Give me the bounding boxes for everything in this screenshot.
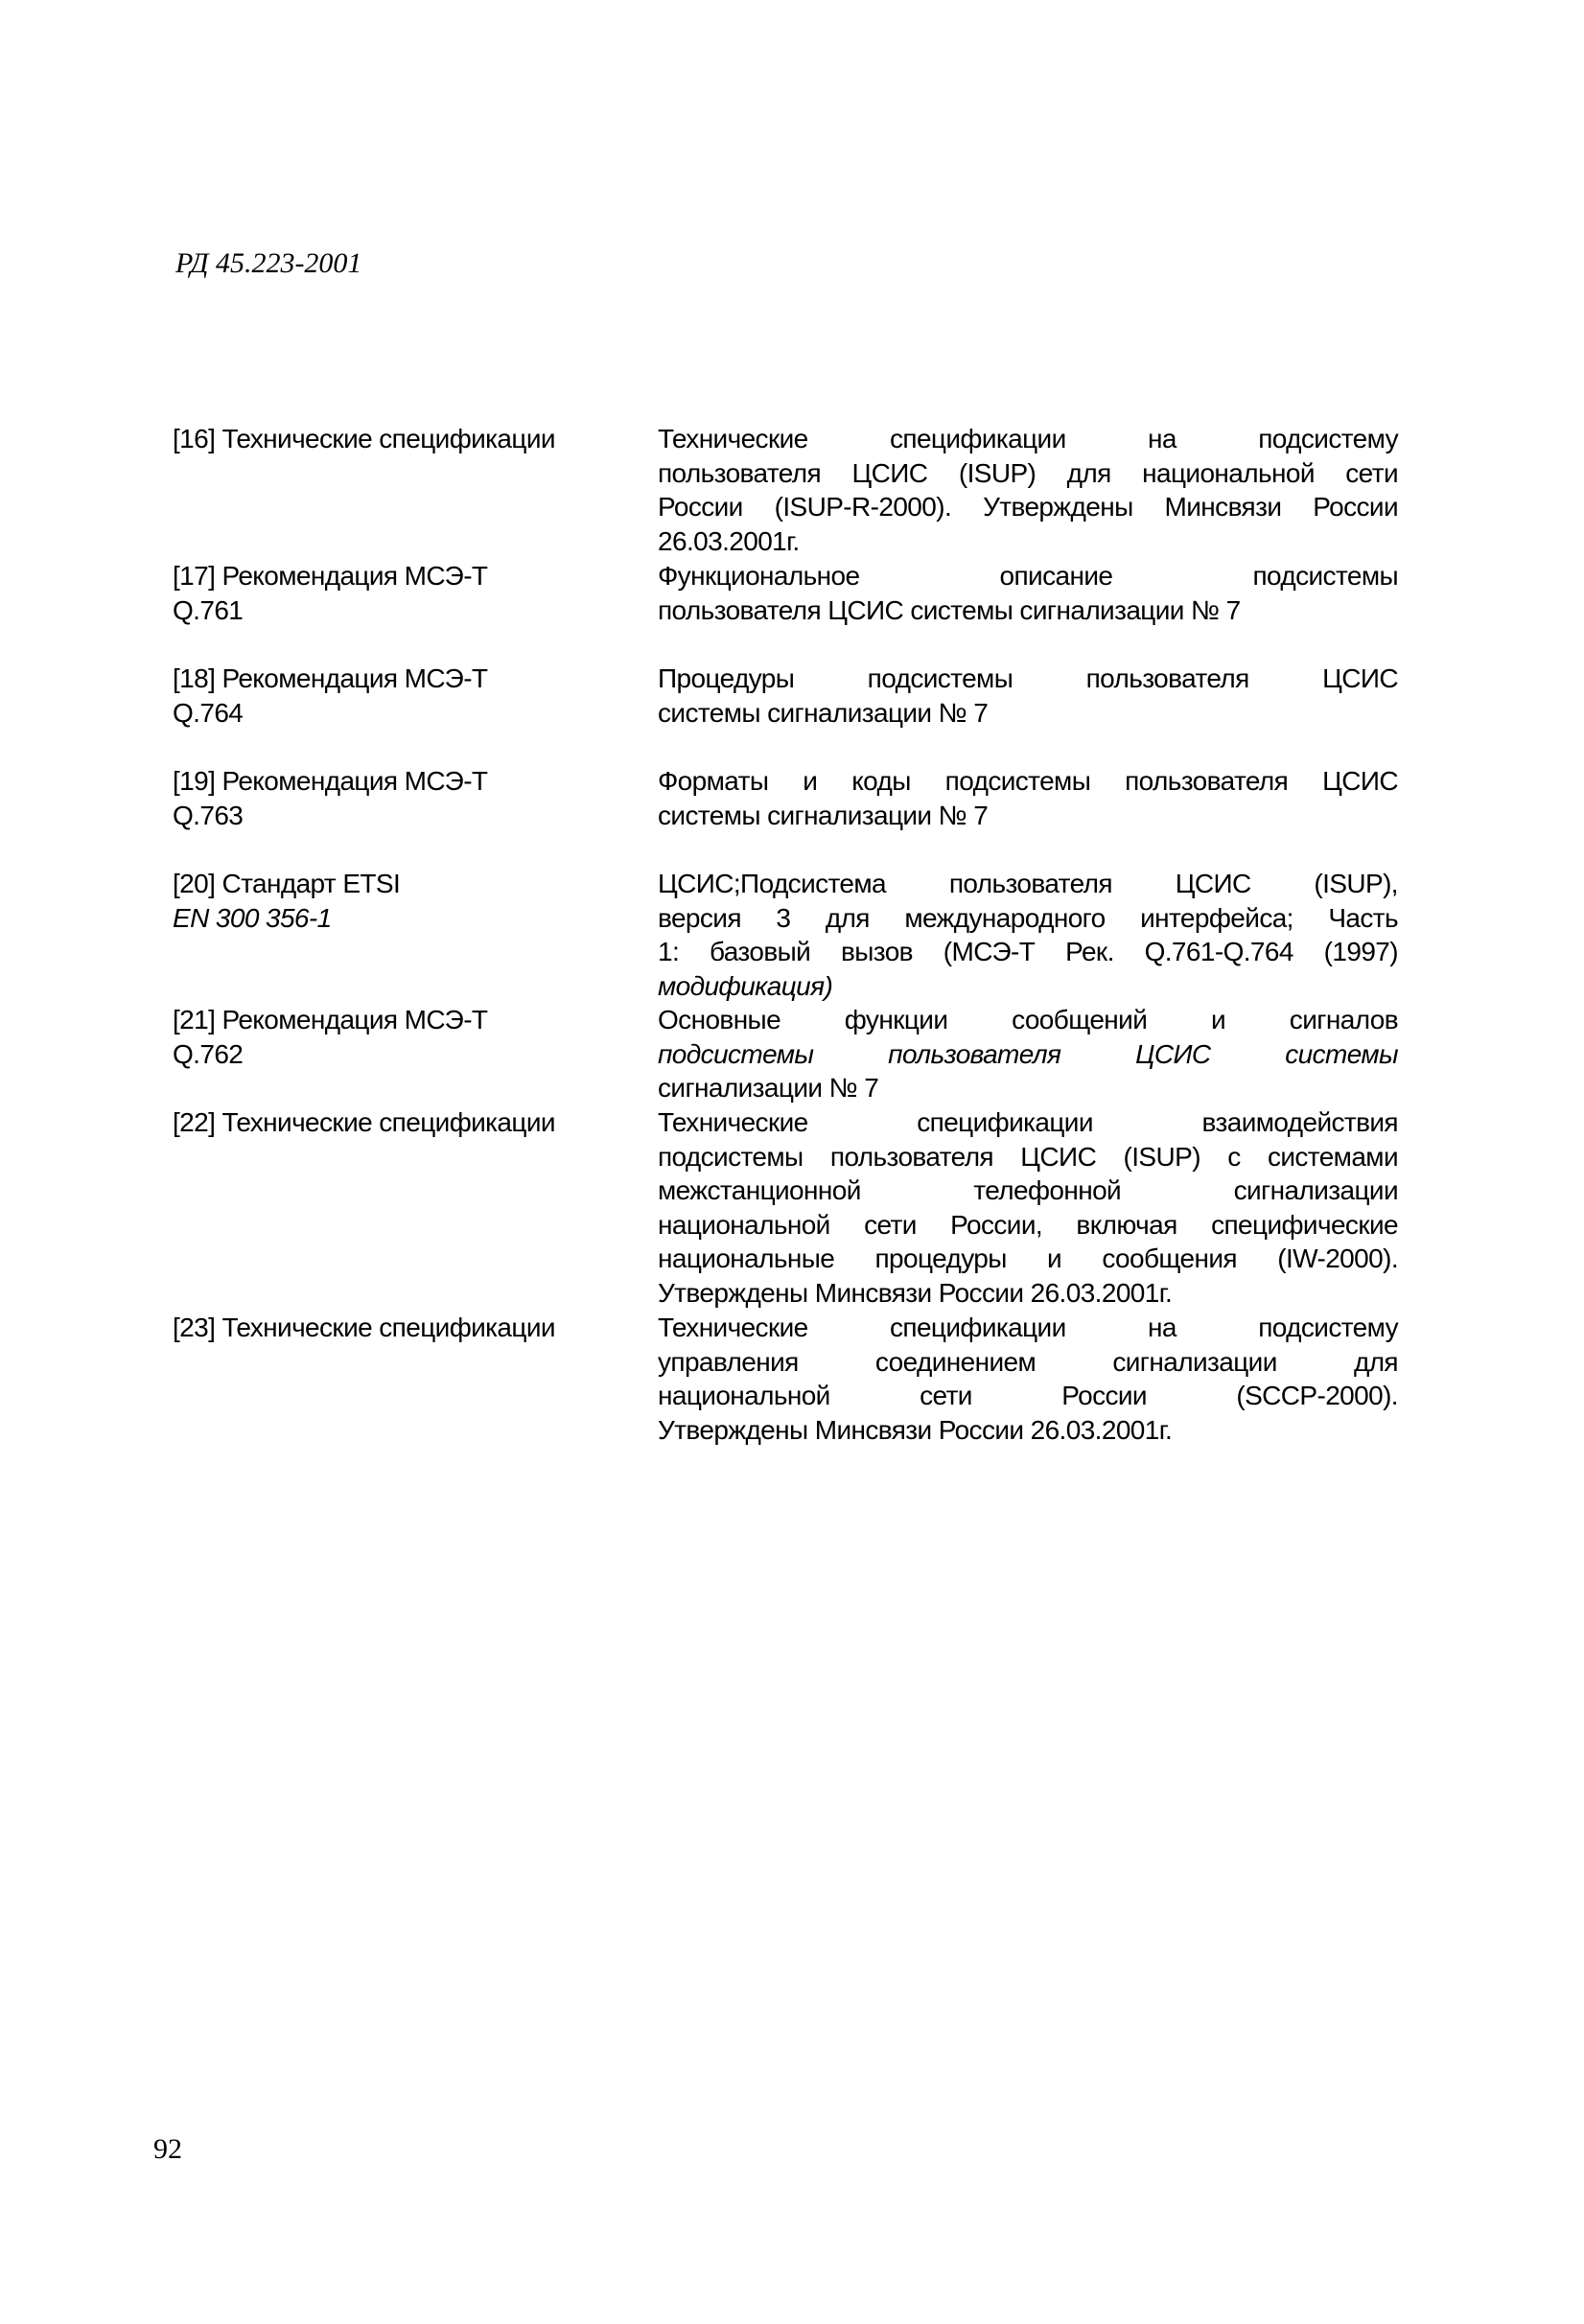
reference-description-line: подсистемы пользователя ЦСИС (ISUP) с системами [658, 1141, 1398, 1172]
reference-code: EN 300 356-1 [173, 902, 332, 933]
reference-label: [17] Рекомендация МСЭ-Т [173, 561, 488, 591]
reference-description-line: Основные функции сообщений и сигналов [658, 1005, 1398, 1034]
reference-code: Q.761 [173, 594, 244, 625]
reference-label: [16] Технические спецификации [173, 424, 555, 453]
reference-code: Q.762 [173, 1038, 244, 1069]
reference-label: [23] Технические спецификации [173, 1313, 555, 1342]
reference-description-line: Функциональное описание подсистемы [658, 561, 1398, 591]
reference-code: Q.763 [173, 800, 244, 830]
reference-description-line: пользователя ЦСИС (ISUP) для национальной сети [658, 457, 1398, 488]
reference-description-line: системы сигнализации № 7 [658, 697, 989, 728]
reference-label: [19] Рекомендация МСЭ-Т [173, 766, 488, 796]
document-header: РД 45.223-2001 [175, 247, 362, 279]
reference-description-line: сигнализации № 7 [658, 1073, 879, 1103]
reference-description-line: ЦСИС;Подсистема пользователя ЦСИС (ISUP), [658, 869, 1398, 898]
reference-description-line: Технические спецификации на подсистему [658, 424, 1398, 453]
reference-description-line: Форматы и коды подсистемы пользователя ЦСИС [658, 766, 1398, 796]
reference-description-line: межстанционной телефонной сигнализации [658, 1175, 1398, 1205]
reference-description-line: версия 3 для международного интерфейса; Часть [658, 902, 1398, 933]
reference-description-line: Технические спецификации взаимодействия [658, 1107, 1398, 1137]
reference-code: Q.764 [173, 697, 244, 728]
reference-description-line: России (ISUP-R-2000). Утверждены Минсвязи России [658, 492, 1398, 522]
reference-description-line: Утверждены Минсвязи России 26.03.2001г. [658, 1414, 1173, 1445]
reference-label: [22] Технические спецификации [173, 1107, 555, 1137]
reference-description-line: системы сигнализации № 7 [658, 800, 989, 830]
reference-description-line: национальной сети России, включая специфические [658, 1209, 1398, 1240]
reference-description-line: Процедуры подсистемы пользователя ЦСИС [658, 663, 1398, 693]
reference-description-line: 1: базовый вызов (МСЭ-Т Рек. Q.761-Q.764 (1997) [658, 937, 1398, 966]
reference-description-line: подсистемы пользователя ЦСИС системы [658, 1038, 1398, 1069]
page-number: 92 [153, 2133, 182, 2165]
reference-description-line: управления соединением сигнализации для [658, 1346, 1398, 1377]
reference-description-line: Технические спецификации на подсистему [658, 1313, 1398, 1342]
reference-label: [21] Рекомендация МСЭ-Т [173, 1005, 488, 1034]
reference-description-line: модификация) [658, 970, 833, 1001]
reference-description-line: пользователя ЦСИС системы сигнализации № 7 [658, 594, 1241, 625]
reference-description-line: 26.03.2001г. [658, 525, 800, 556]
reference-description-line: национальные процедуры и сообщения (IW-2000). [658, 1243, 1398, 1273]
reference-label: [18] Рекомендация МСЭ-Т [173, 663, 488, 693]
reference-description-line: Утверждены Минсвязи России 26.03.2001г. [658, 1277, 1173, 1308]
reference-description-line: национальной сети России (SCCP-2000). [658, 1381, 1398, 1410]
reference-label: [20] Стандарт ETSI [173, 869, 401, 898]
